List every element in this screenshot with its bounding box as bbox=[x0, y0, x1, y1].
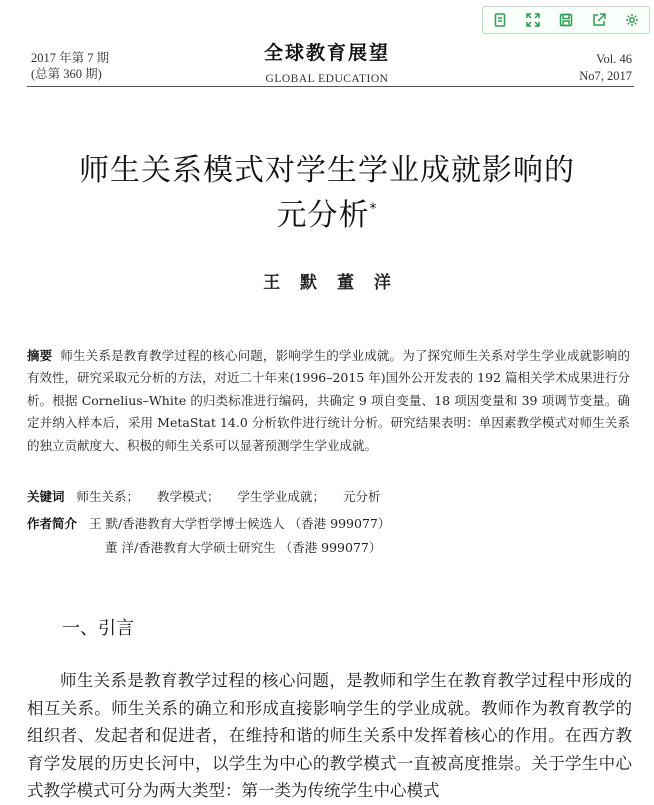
document-icon[interactable] bbox=[489, 9, 511, 31]
volume-number: Vol. 46 bbox=[596, 52, 632, 66]
author-information bbox=[27, 512, 390, 560]
journal-title-cn: 全球教育展望 bbox=[263, 42, 390, 64]
save-icon[interactable] bbox=[555, 9, 577, 31]
title-line-1: 师生关系模式对学生学业成就影响的 bbox=[79, 153, 575, 188]
journal-masthead bbox=[0, 38, 654, 85]
share-icon[interactable] bbox=[588, 9, 610, 31]
keywords-label: 关键词 bbox=[27, 489, 65, 504]
volume-info bbox=[579, 51, 632, 85]
author-info-label: 作者简介 bbox=[27, 516, 78, 531]
title-line-2-text: 元分析 bbox=[276, 198, 370, 233]
issue-year: No7, 2017 bbox=[579, 69, 632, 83]
author-info-line-1 bbox=[27, 512, 390, 536]
settings-icon[interactable] bbox=[621, 9, 643, 31]
issue-number: 2017 年第 7 期 bbox=[31, 51, 110, 65]
viewer-toolbar bbox=[482, 6, 650, 34]
title-line-2 bbox=[0, 193, 654, 238]
article-authors: 王 默 董 洋 bbox=[263, 273, 391, 293]
article-title bbox=[0, 148, 654, 238]
keywords bbox=[27, 487, 395, 505]
keyword: 教学模式； bbox=[157, 489, 220, 504]
title-footnote-mark: * bbox=[369, 201, 378, 217]
body-paragraph: 师生关系是教育教学过程的核心问题，是教师和学生在教育教学过程中形成的相互关系。师生关系的确立和形成直接影响学生的学业成就。教师作为教育教学的组织者、发起者和促进者，在维持和谐的师生关系中发挥着核心的作用。在西方教育学发展的历史长河中，以学生为中心的教学模式一直被高度推崇。关于学生中心式教学模式可分为两大类型：第一类为传统学生中心模式 bbox=[27, 671, 632, 801]
author-info-2: 董 洋/香港教育大学硕士研究生 （香港 999077） bbox=[105, 540, 382, 555]
keyword: 元分析 bbox=[343, 489, 381, 504]
author-info-1: 王 默/香港教育大学哲学博士候选人 （香港 999077） bbox=[89, 516, 391, 531]
keyword: 学生学业成就； bbox=[237, 489, 326, 504]
header-divider bbox=[27, 86, 634, 87]
abstract-text: 师生关系是教育教学过程的核心问题，影响学生的学业成就。为了探究师生关系对学生学业成就影响的有效性，研究采取元分析的方法，对近二十年来(1996–2015 年)国外公开发表的 192 篇相关学术成果进行分析。根据 Cornelius–White 的归类标准进行编码，共确定 9 项自变量、18 项因变量和 39 项调节变量。确定并纳入样本后，采用 MetaStat 14.0 分析软件进行统计分析。研究结果表明：单因素教学模式对师生关系的独立贡献度大、积极的师生关系可以显著预测学生学业成就。 bbox=[27, 348, 630, 453]
keyword: 师生关系； bbox=[76, 489, 140, 504]
expand-icon[interactable] bbox=[522, 9, 544, 31]
abstract bbox=[27, 345, 630, 457]
journal-title-en: GLOBAL EDUCATION bbox=[265, 73, 389, 85]
section-heading: 一、引言 bbox=[62, 618, 134, 639]
total-issue-number: (总第 360 期) bbox=[31, 67, 102, 81]
abstract-label: 摘要 bbox=[27, 348, 53, 363]
